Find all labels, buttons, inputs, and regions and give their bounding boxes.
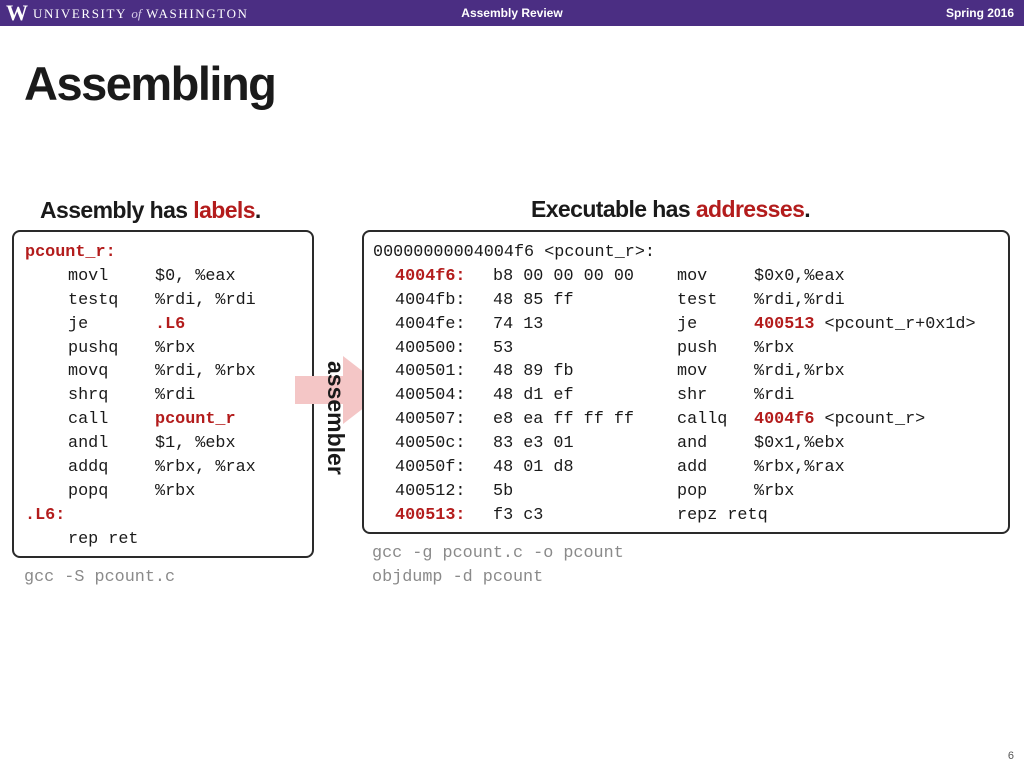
- disasm-bytes: 53: [493, 338, 514, 358]
- code-line: [25, 313, 256, 337]
- assembler-label: assembler: [323, 361, 349, 475]
- uw-logo: W: [6, 0, 28, 25]
- disasm-op: push: [677, 338, 718, 358]
- disasm-address: 400504:: [395, 386, 466, 406]
- right-heading-highlight: addresses: [695, 196, 805, 222]
- code-label: .L6:: [25, 505, 66, 525]
- left-heading: [40, 197, 261, 224]
- code-arg: $1, %ebx: [155, 434, 236, 454]
- disasm-target-symbol: <pcount_r>: [814, 410, 926, 430]
- disasm-args: [754, 384, 794, 408]
- disasm-op: test: [677, 290, 718, 310]
- code-label: pcount_r:: [25, 243, 116, 262]
- disasm-address: 4004fb:: [395, 290, 466, 310]
- code-arg: %rdi, %rdi: [155, 290, 256, 310]
- disasm-op: add: [677, 458, 708, 478]
- disasm-bytes: 48 d1 ef: [493, 386, 574, 406]
- left-heading-period: .: [254, 197, 261, 223]
- code-line: [25, 432, 256, 456]
- code-arg: %rdi, %rbx: [155, 362, 256, 382]
- disasm-bytes: f3 c3: [493, 505, 544, 525]
- disasm-op: repz retq: [677, 505, 768, 525]
- disasm-arg: %rdi,%rdi: [754, 290, 845, 310]
- disassembly-header: 00000000004004f6 <pcount_r>:: [373, 243, 655, 262]
- term-label: Spring 2016: [945, 6, 1014, 20]
- code-line: [25, 241, 256, 265]
- disasm-arg: %rbx: [754, 481, 795, 501]
- disasm-arg: %rdi: [754, 386, 795, 406]
- code-op: shrq: [68, 386, 109, 406]
- disasm-address: 400512:: [395, 481, 466, 501]
- disasm-bytes: 48 89 fb: [493, 362, 574, 382]
- university-name-of: of: [131, 6, 142, 21]
- disasm-arg: %rbx: [754, 338, 795, 358]
- code-arg: %rbx: [155, 338, 196, 358]
- assembly-command: gcc -S pcount.c: [24, 568, 176, 587]
- code-arg: %rdi: [155, 386, 196, 406]
- code-op: pushq: [68, 338, 119, 358]
- disasm-arg: %rdi,%rbx: [754, 362, 845, 382]
- right-heading-text: Executable has: [531, 196, 696, 222]
- code-line: [25, 337, 256, 361]
- executable-code-box: [362, 230, 1010, 534]
- course-title: Assembly Review: [461, 6, 563, 20]
- disasm-op: callq: [677, 410, 728, 430]
- disasm-bytes: 5b: [493, 481, 514, 501]
- disasm-args: [754, 337, 794, 361]
- disasm-address: 400500:: [395, 338, 466, 358]
- code-op: movq: [68, 362, 109, 382]
- disasm-args: [754, 289, 845, 313]
- disasm-target-address: 400513: [754, 314, 815, 334]
- code-arg: $0, %eax: [155, 266, 236, 286]
- code-arg: %rbx, %rax: [155, 458, 256, 478]
- disasm-arg: $0x0,%eax: [754, 266, 845, 286]
- university-name-part: WASHINGTON: [146, 6, 249, 21]
- disasm-args: [754, 432, 845, 456]
- page-number: 6: [1007, 750, 1014, 762]
- code-op: call: [68, 410, 109, 430]
- disasm-args: [754, 313, 976, 337]
- code-line: [25, 289, 256, 313]
- compile-command: gcc -g pcount.c -o pcount: [372, 544, 624, 563]
- left-heading-highlight: labels: [193, 197, 255, 223]
- disasm-args: [754, 408, 925, 432]
- disasm-address: 4004f6:: [395, 266, 466, 286]
- code-op: rep ret: [68, 529, 139, 549]
- right-heading-period: .: [804, 196, 811, 222]
- code-line: [25, 265, 256, 289]
- assembly-code-box: [12, 230, 314, 558]
- disasm-address: 40050f:: [395, 458, 466, 478]
- code-line: [25, 528, 256, 552]
- disasm-args: [754, 265, 845, 289]
- objdump-command: objdump -d pcount: [372, 568, 544, 587]
- code-line: [25, 456, 256, 480]
- disasm-args: [754, 360, 845, 384]
- code-line: [25, 504, 256, 528]
- disasm-arg: %rbx,%rax: [754, 458, 845, 478]
- disasm-address: 400513:: [395, 505, 466, 525]
- code-op: movl: [68, 266, 109, 286]
- code-line: [25, 480, 256, 504]
- slide-title: Assembling: [24, 57, 276, 110]
- code-arg: %rbx: [155, 481, 196, 501]
- code-op: addq: [68, 458, 109, 478]
- code-op: popq: [68, 481, 109, 501]
- disasm-address: 400501:: [395, 362, 466, 382]
- disasm-bytes: e8 ea ff ff ff: [493, 410, 634, 430]
- disasm-op: pop: [677, 481, 708, 501]
- disasm-op: mov: [677, 266, 708, 286]
- code-line: [25, 360, 256, 384]
- disasm-target-symbol: <pcount_r+0x1d>: [814, 314, 976, 334]
- university-name-part: UNIVERSITY: [33, 6, 127, 21]
- disasm-bytes: 83 e3 01: [493, 434, 574, 454]
- disasm-bytes: 74 13: [493, 314, 544, 334]
- code-arg: pcount_r: [155, 410, 236, 430]
- disasm-op: shr: [677, 386, 708, 406]
- disasm-args: [754, 480, 794, 504]
- disasm-op: mov: [677, 362, 708, 382]
- disasm-op: je: [677, 314, 698, 334]
- disasm-address: 400507:: [395, 410, 466, 430]
- disasm-bytes: 48 01 d8: [493, 458, 574, 478]
- code-line: [25, 384, 256, 408]
- code-op: andl: [68, 434, 109, 454]
- right-heading: [531, 196, 810, 223]
- code-op: je: [68, 314, 89, 334]
- code-op: testq: [68, 290, 119, 310]
- code-line: [25, 408, 256, 432]
- disasm-target-address: 4004f6: [754, 410, 815, 430]
- assembly-listing: [25, 241, 256, 552]
- disasm-op: and: [677, 434, 708, 454]
- disasm-address: 40050c:: [395, 434, 466, 454]
- code-arg: .L6: [155, 314, 186, 334]
- left-heading-text: Assembly has: [40, 197, 194, 223]
- disasm-args: [754, 456, 845, 480]
- disasm-address: 4004fe:: [395, 314, 466, 334]
- disasm-arg: $0x1,%ebx: [754, 434, 845, 454]
- disasm-bytes: b8 00 00 00 00: [493, 266, 634, 286]
- header-bar: [0, 0, 1024, 26]
- disasm-bytes: 48 85 ff: [493, 290, 574, 310]
